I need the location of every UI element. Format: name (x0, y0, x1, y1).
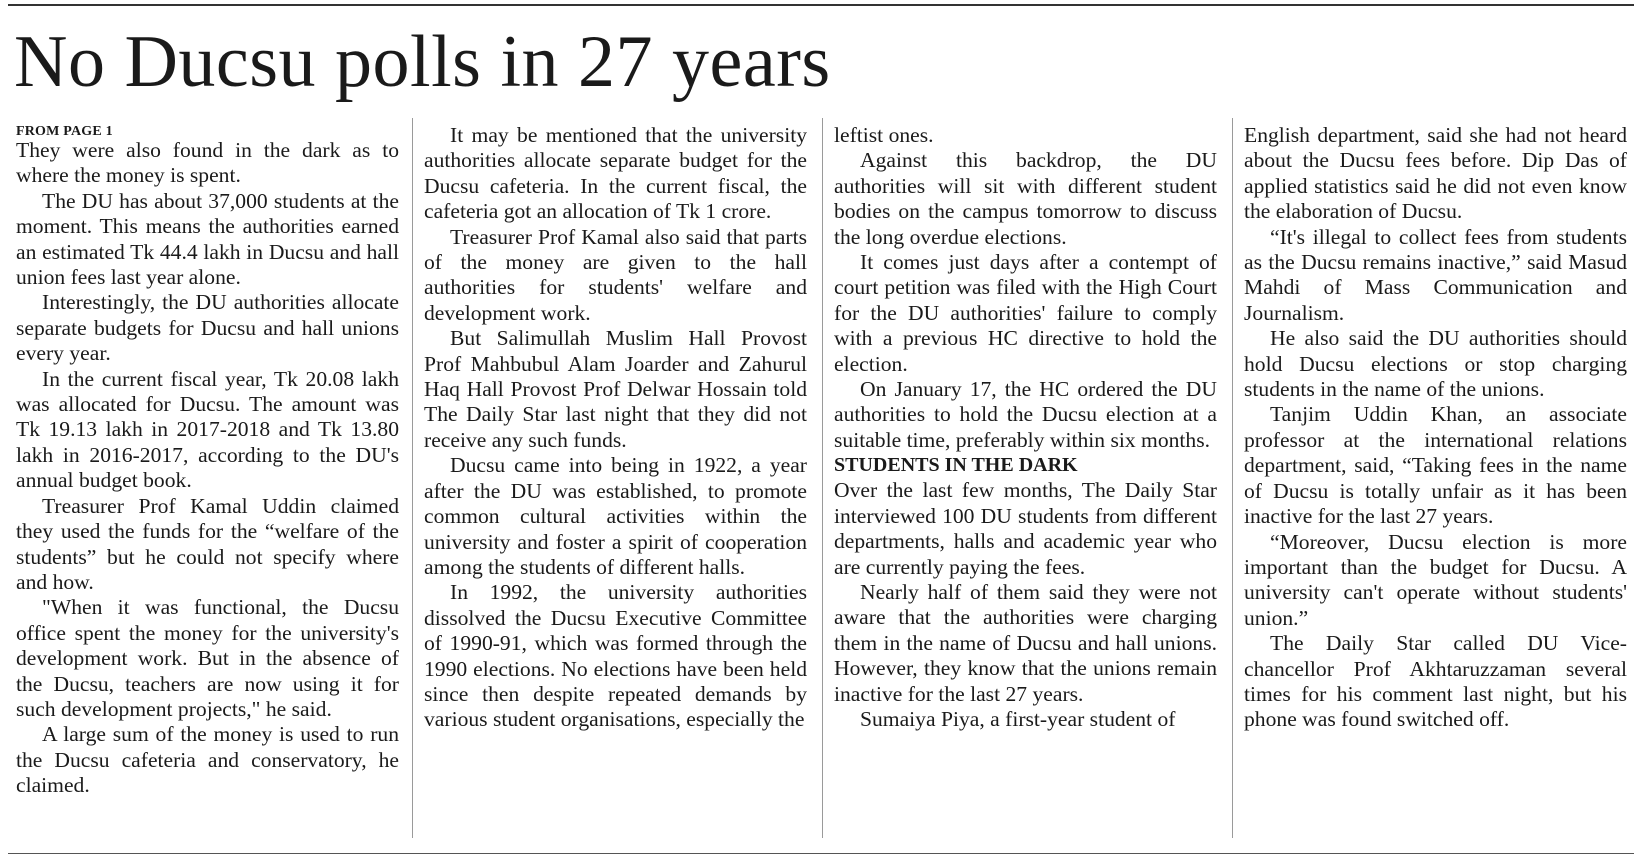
dateline: FROM PAGE 1 (16, 124, 113, 139)
paragraph: Against this backdrop, the DU authorities will sit with different student bodies on the campus tomorrow to discuss the long overdue elections. (834, 148, 1217, 249)
article-column-3 (834, 123, 1217, 843)
paragraph: On January 17, the HC ordered the DU authorities to hold the Ducsu election at a suitable time, preferably within six months. (834, 377, 1217, 452)
top-rule (8, 4, 1634, 6)
paragraph: English department, said she had not heard about the Ducsu fees before. Dip Das of applied statistics said he did not even know the elaboration of Ducsu. (1244, 123, 1627, 224)
paragraph: “Moreover, Ducsu election is more important than the budget for Ducsu. A university can't operate without students' union.” (1244, 529, 1627, 630)
paragraph: In the current fiscal year, Tk 20.08 lakh was allocated for Ducsu. The amount was Tk 19.13 lakh in 2017-2018 and Tk 13.80 lakh in 2016-2017, according to the DU's annual budget book. (16, 366, 399, 493)
subheading: STUDENTS IN THE DARK (834, 454, 1078, 477)
paragraph: It may be mentioned that the university authorities allocate separate budget for the Ducsu cafeteria. In the current fiscal, the cafeteria got an allocation of Tk 1 crore. (424, 123, 807, 224)
paragraph: He also said the DU authorities should hold Ducsu elections or stop charging students in the name of the unions. (1244, 326, 1627, 402)
paragraph: "When it was functional, the Ducsu office spent the money for the university's development work. But in the absence of the Ducsu, teachers are now using it for such development projects," he said. (16, 595, 399, 721)
paragraph: They were also found in the dark as to where the money is spent. (16, 138, 399, 188)
headline: No Ducsu polls in 27 years (14, 21, 831, 103)
paragraph: Sumaiya Piya, a first-year student of (860, 706, 1176, 731)
paragraph: Interestingly, the DU authorities allocate separate budgets for Ducsu and hall unions every year. (16, 290, 399, 366)
paragraph: Over the last few months, The Daily Star interviewed 100 DU students from different departments, halls and academic year who are currently paying the fees. (834, 478, 1217, 579)
paragraph: Treasurer Prof Kamal Uddin claimed they used the funds for the “welfare of the students” but he could not specify where and how. (16, 493, 399, 594)
bottom-rule (8, 853, 1634, 854)
paragraph: A large sum of the money is used to run the Ducsu cafeteria and conservatory, he claimed. (16, 722, 399, 798)
article-column-4 (1244, 123, 1627, 843)
paragraph: Ducsu came into being in 1922, a year after the DU was established, to promote common cultural activities within the university and foster a spirit of cooperation among the students of different halls. (424, 453, 807, 579)
paragraph: The DU has about 37,000 students at the moment. This means the authorities earned an estimated Tk 44.4 lakh in Ducsu and hall union fees last year alone. (16, 188, 399, 290)
paragraph: Treasurer Prof Kamal also said that parts of the money are given to the hall authorities for students' welfare and development work. (424, 224, 807, 325)
article-column-2 (424, 123, 807, 843)
column-divider (1232, 118, 1233, 838)
column-divider (412, 118, 413, 838)
column-divider (822, 118, 823, 838)
paragraph: “It's illegal to collect fees from students as the Ducsu remains inactive,” said Masud Mahdi of Mass Communication and Journalism. (1244, 224, 1627, 325)
paragraph: Tanjim Uddin Khan, an associate professor at the international relations department, said, “Taking fees in the name of Ducsu is totally unfair as it has been inactive for the last 27 years. (1244, 402, 1627, 529)
paragraph: Nearly half of them said they were not aware that the authorities were charging them in the name of Ducsu and hall unions. However, they know that the unions remain inactive for the last 27 years. (834, 579, 1217, 706)
paragraph: In 1992, the university authorities dissolved the Ducsu Executive Committee of 1990-91, which was formed through the 1990 elections. No elections have been held since then despite repeated demands by various student organisations, especially the (424, 580, 807, 732)
paragraph: It comes just days after a contempt of court petition was filed with the High Court for the DU authorities' failure to comply with a previous HC directive to hold the election. (834, 250, 1217, 376)
paragraph: leftist ones. (834, 123, 934, 147)
article-column-1 (16, 123, 399, 843)
paragraph: The Daily Star called DU Vice-chancellor Prof Akhtaruzzaman several times for his comment last night, but his phone was found switched off. (1244, 631, 1627, 732)
paragraph: But Salimullah Muslim Hall Provost Prof Mahbubul Alam Joarder and Zahurul Haq Hall Provost Prof Delwar Hossain told The Daily Star last night that they did not receive any such funds. (424, 326, 807, 452)
